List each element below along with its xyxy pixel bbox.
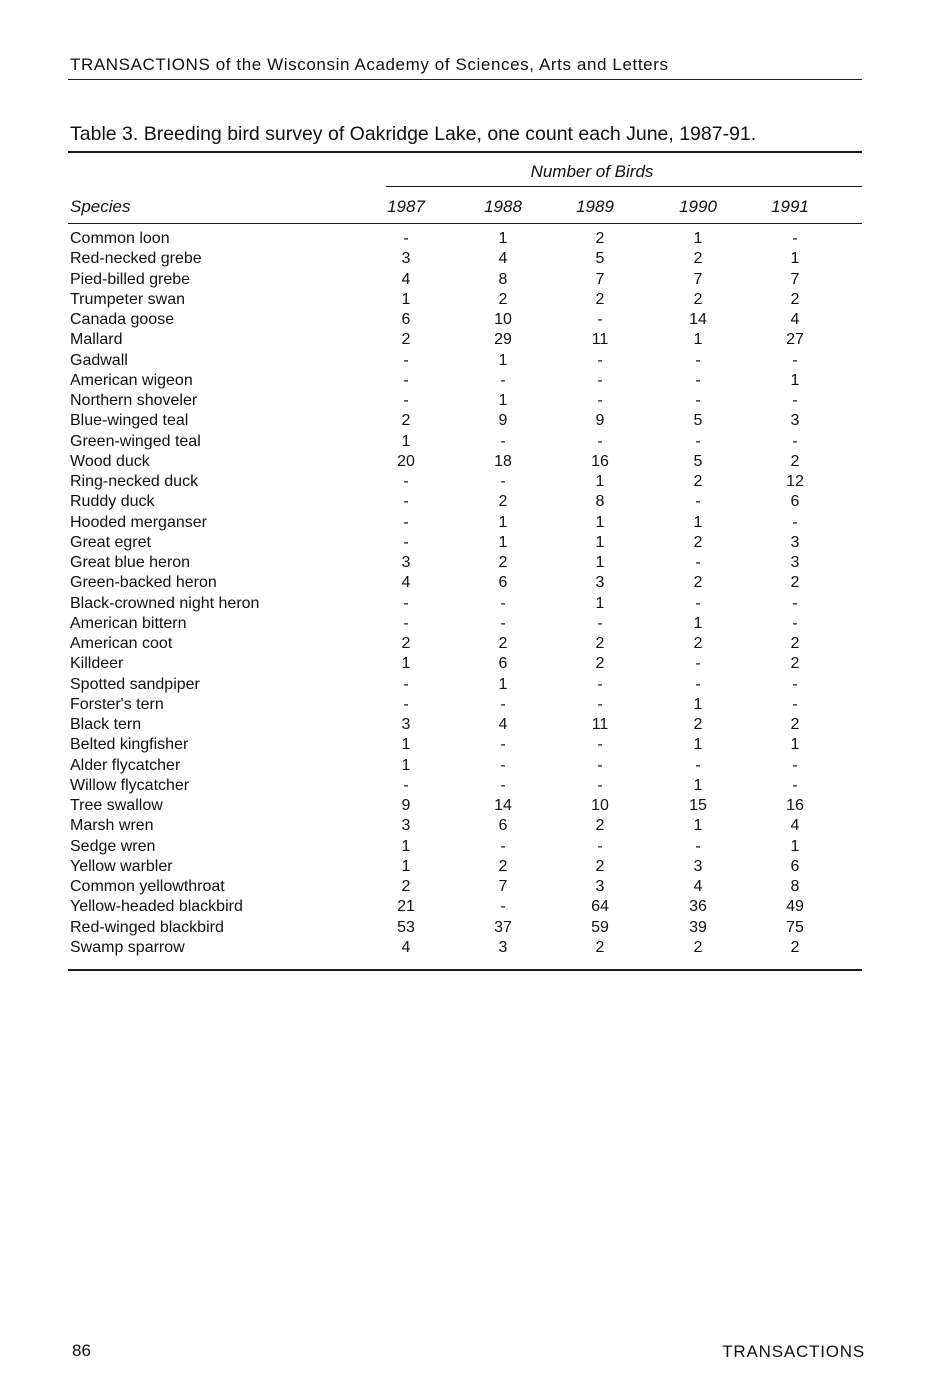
header-bottom-rule [68,223,862,224]
count-cell: - [597,371,603,389]
count-cell: 3 [790,412,800,430]
count-cell: 1 [693,695,703,713]
count-cell: - [597,756,603,774]
count-cell: 1 [595,513,605,531]
table-row [0,492,934,512]
count-cell: 5 [693,452,703,470]
species-cell: Black-crowned night heron [70,594,260,612]
count-cell: - [500,614,506,632]
species-cell: Tree swallow [70,797,163,814]
species-cell: Black tern [70,716,142,733]
count-cell: - [695,432,701,450]
table-row [0,432,934,452]
count-cell: 1 [498,392,508,409]
count-cell: - [597,837,603,855]
species-cell: American wigeon [70,371,193,389]
table-row [0,816,934,836]
table-row [0,371,934,391]
species-cell: Ring-necked duck [70,473,199,490]
count-cell: 3 [595,574,605,592]
table-row [0,756,934,776]
species-cell: Forster's tern [70,695,164,713]
species-cell: Mallard [70,331,123,349]
count-cell: 1 [595,554,605,571]
count-cell: - [403,533,409,551]
count-cell: 1 [401,756,411,774]
species-cell: Willow flycatcher [70,776,190,794]
table-caption: Table 3. Breeding bird survey of Oakridge Lake, one count each June, 1987-91. [70,123,757,145]
count-cell: 1 [790,250,800,268]
count-cell: 3 [693,857,703,875]
year-column-header: 1988 [484,197,522,216]
table-row [0,796,934,816]
count-cell: 4 [498,716,508,733]
count-cell: - [792,675,798,693]
count-cell: - [403,392,409,409]
count-cell: - [500,473,506,490]
count-cell: 36 [689,898,707,916]
count-cell: 2 [498,635,508,652]
table-row [0,330,934,350]
table-row [0,573,934,593]
count-cell: 2 [498,290,508,308]
count-cell: - [403,473,409,490]
count-cell: - [597,614,603,632]
running-head: TRANSACTIONS of the Wisconsin Academy of Sciences, Arts and Letters [70,55,669,74]
count-cell: - [792,230,798,247]
count-cell: 7 [498,878,508,895]
species-cell: Hooded merganser [70,513,207,531]
count-cell: 59 [591,918,609,936]
count-cell: 2 [498,554,508,571]
count-cell: 1 [401,857,411,875]
number-of-birds-header: Number of Birds [530,162,654,181]
species-cell: Killdeer [70,655,124,673]
count-cell: 16 [786,797,804,814]
count-cell: 7 [595,270,605,288]
table-row [0,877,934,897]
count-cell: 1 [401,432,411,450]
count-cell: 11 [591,331,609,349]
count-cell: 3 [790,554,800,571]
table-row [0,634,934,654]
count-cell: - [792,351,798,369]
count-cell: 14 [494,797,512,814]
header-rule [68,79,862,80]
footer-journal-name: TRANSACTIONS [722,1342,865,1361]
count-cell: - [695,655,701,673]
count-cell: 1 [401,290,411,308]
table-row [0,310,934,330]
count-cell: 2 [790,716,800,733]
table-row [0,715,934,735]
species-cell: Common loon [70,230,170,247]
count-cell: 1 [693,614,703,632]
count-cell: - [500,371,506,389]
count-cell: 1 [790,736,800,754]
table-row [0,249,934,269]
count-cell: 1 [498,230,508,247]
species-cell: Red-necked grebe [70,250,202,268]
count-cell: - [403,594,409,612]
table-row [0,452,934,472]
species-cell: Green-winged teal [70,432,201,450]
table-row [0,614,934,634]
count-cell: - [597,351,603,369]
count-cell: 1 [498,675,508,693]
count-cell: 5 [693,412,703,430]
count-cell: - [695,837,701,855]
count-cell: 2 [595,857,605,875]
count-cell: 1 [693,230,703,247]
count-cell: 29 [494,331,512,349]
count-cell: 2 [790,938,800,956]
count-cell: - [792,614,798,632]
count-cell: 4 [693,878,703,895]
count-cell: 1 [498,513,508,531]
count-cell: - [597,432,603,450]
count-cell: 1 [498,351,508,369]
count-cell: 37 [494,918,512,936]
count-cell: 2 [595,290,605,308]
table-row [0,837,934,857]
count-cell: 9 [595,412,605,430]
count-cell: 14 [689,311,707,328]
count-cell: 3 [401,817,411,835]
count-cell: 2 [790,574,800,592]
count-cell: 1 [401,655,411,673]
count-cell: 2 [401,331,411,349]
species-column-header: Species [70,197,131,216]
species-cell: Ruddy duck [70,493,155,511]
table-row [0,351,934,371]
table-row [0,391,934,411]
species-cell: Common yellowthroat [70,878,225,895]
table-top-rule [68,151,862,153]
count-cell: 4 [790,817,800,835]
species-cell: Gadwall [70,351,128,369]
count-cell: - [695,371,701,389]
table-row [0,594,934,614]
count-cell: 10 [591,797,609,814]
species-cell: Blue-winged teal [70,412,189,430]
count-cell: 1 [790,837,800,855]
count-cell: - [792,432,798,450]
count-cell: 2 [693,290,703,308]
count-cell: - [597,736,603,754]
count-cell: 2 [693,473,703,490]
count-cell: 2 [693,574,703,592]
count-cell: - [500,594,506,612]
count-cell: 4 [401,270,411,288]
count-cell: 6 [790,857,800,875]
table-row [0,735,934,755]
count-cell: 2 [595,655,605,673]
species-cell: American bittern [70,614,187,632]
count-cell: 1 [595,473,605,490]
count-cell: - [500,432,506,450]
count-cell: 1 [498,533,508,551]
count-cell: 2 [498,493,508,511]
table-row [0,695,934,715]
species-cell: American coot [70,635,173,652]
count-cell: 27 [786,331,804,349]
table-row [0,472,934,492]
table-row [0,897,934,917]
count-cell: 18 [494,452,512,470]
species-cell: Red-winged blackbird [70,918,224,936]
count-cell: - [403,675,409,693]
count-cell: 2 [790,290,800,308]
count-cell: 1 [595,594,605,612]
table-row [0,675,934,695]
count-cell: 3 [401,554,411,571]
count-cell: 2 [693,533,703,551]
count-cell: 6 [498,574,508,592]
count-cell: 1 [401,837,411,855]
count-cell: 6 [498,655,508,673]
year-column-header: 1991 [771,197,809,216]
count-cell: 9 [401,797,411,814]
count-cell: - [695,351,701,369]
count-cell: - [695,675,701,693]
count-cell: 9 [498,412,508,430]
count-cell: 2 [595,938,605,956]
count-cell: 12 [786,473,804,490]
count-cell: - [500,776,506,794]
count-cell: - [403,351,409,369]
count-cell: - [792,392,798,409]
page-number: 86 [72,1341,91,1360]
group-header-rule [386,186,862,187]
table-bottom-rule [68,969,862,971]
count-cell: - [403,371,409,389]
count-cell: 6 [401,311,411,328]
count-cell: - [695,554,701,571]
count-cell: 8 [498,270,508,288]
table-row [0,776,934,796]
count-cell: 5 [595,250,605,268]
count-cell: - [403,614,409,632]
count-cell: - [597,311,603,328]
count-cell: - [403,513,409,531]
count-cell: - [695,756,701,774]
count-cell: - [695,392,701,409]
count-cell: 3 [498,938,508,956]
count-cell: 2 [498,857,508,875]
count-cell: 3 [401,716,411,733]
species-cell: Great blue heron [70,554,191,571]
count-cell: 2 [401,412,411,430]
count-cell: 4 [401,938,411,956]
count-cell: 2 [595,817,605,835]
species-cell: Green-backed heron [70,574,217,592]
count-cell: 7 [790,270,800,288]
count-cell: 1 [401,736,411,754]
species-cell: Belted kingfisher [70,736,189,754]
species-cell: Trumpeter swan [70,290,185,308]
table-row [0,533,934,553]
count-cell: 15 [689,797,707,814]
count-cell: 1 [693,776,703,794]
count-cell: - [403,776,409,794]
count-cell: 2 [693,938,703,956]
count-cell: - [597,392,603,409]
count-cell: - [597,675,603,693]
year-column-header: 1990 [679,197,717,216]
count-cell: 20 [397,452,415,470]
table-row [0,513,934,533]
count-cell: 1 [595,533,605,551]
count-cell: - [500,736,506,754]
table-row [0,654,934,674]
count-cell: 49 [786,898,804,916]
count-cell: 8 [790,878,800,895]
count-cell: 2 [693,716,703,733]
count-cell: - [500,898,506,916]
count-cell: 10 [494,311,512,328]
species-cell: Sedge wren [70,837,156,855]
table-row [0,411,934,431]
count-cell: - [792,513,798,531]
species-cell: Swamp sparrow [70,938,185,956]
count-cell: 11 [591,716,609,733]
count-cell: - [597,776,603,794]
count-cell: - [403,230,409,247]
count-cell: 2 [790,655,800,673]
count-cell: 3 [401,250,411,268]
count-cell: - [500,756,506,774]
count-cell: 2 [401,878,411,895]
count-cell: 6 [790,493,800,511]
species-cell: Great egret [70,533,151,551]
table-row [0,290,934,310]
count-cell: 3 [595,878,605,895]
count-cell: 2 [595,635,605,652]
count-cell: 2 [595,230,605,247]
species-cell: Wood duck [70,452,150,470]
count-cell: 2 [401,635,411,652]
count-cell: 64 [591,898,609,916]
count-cell: 4 [790,311,800,328]
table-row [0,229,934,249]
count-cell: - [695,493,701,511]
count-cell: 1 [693,817,703,835]
count-cell: 75 [786,918,804,936]
species-cell: Northern shoveler [70,392,198,409]
count-cell: - [500,695,506,713]
count-cell: 1 [790,371,800,389]
table-body [0,229,934,958]
count-cell: 4 [401,574,411,592]
count-cell: 21 [397,898,415,916]
count-cell: 2 [693,250,703,268]
count-cell: - [403,493,409,511]
count-cell: - [403,695,409,713]
count-cell: 6 [498,817,508,835]
table-row [0,918,934,938]
species-cell: Marsh wren [70,817,154,835]
year-column-header: 1989 [576,197,614,216]
table-row [0,270,934,290]
table-row [0,857,934,877]
table-row [0,938,934,958]
count-cell: 1 [693,513,703,531]
species-cell: Canada goose [70,311,175,328]
year-column-header: 1987 [387,197,425,216]
count-cell: - [597,695,603,713]
count-cell: 16 [591,452,609,470]
count-cell: - [792,695,798,713]
count-cell: - [792,776,798,794]
count-cell: 39 [689,918,707,936]
species-cell: Yellow warbler [70,857,173,875]
count-cell: 8 [595,493,605,511]
count-cell: 2 [693,635,703,652]
count-cell: - [792,594,798,612]
count-cell: 2 [790,452,800,470]
count-cell: 7 [693,270,703,288]
species-cell: Yellow-headed blackbird [70,898,243,916]
count-cell: 53 [397,918,415,936]
count-cell: 1 [693,736,703,754]
count-cell: - [695,594,701,612]
species-cell: Pied-billed grebe [70,270,191,288]
table-row [0,553,934,573]
count-cell: 2 [790,635,800,652]
count-cell: - [792,756,798,774]
species-cell: Alder flycatcher [70,756,181,774]
count-cell: 3 [790,533,800,551]
count-cell: 1 [693,331,703,349]
count-cell: - [500,837,506,855]
species-cell: Spotted sandpiper [70,675,200,693]
count-cell: 4 [498,250,508,268]
